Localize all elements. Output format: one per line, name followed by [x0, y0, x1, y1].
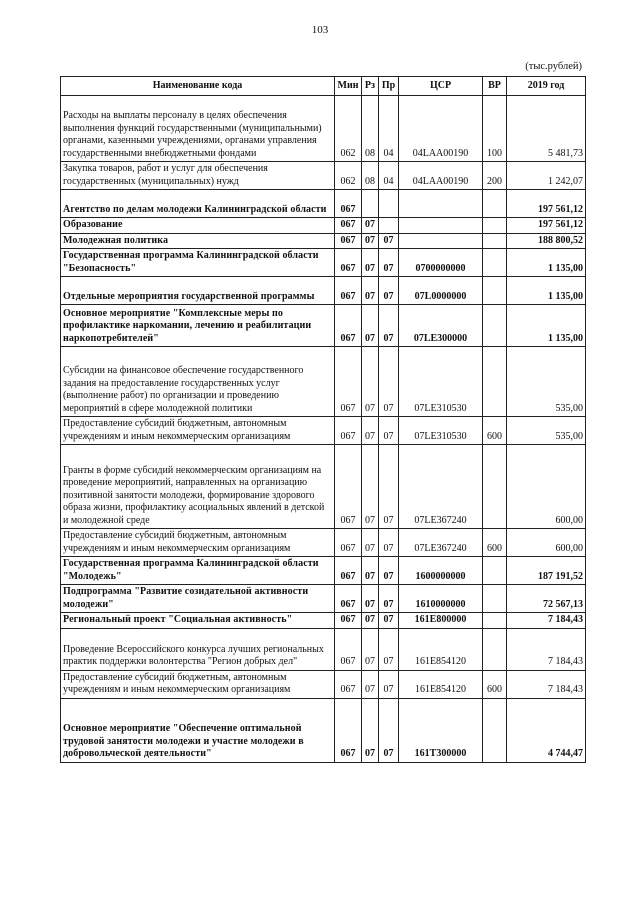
cell-csr: 07LE310530	[399, 417, 483, 445]
cell-amount: 600,00	[507, 445, 586, 529]
cell-rz: 07	[362, 218, 379, 234]
cell-amount: 187 191,52	[507, 557, 586, 585]
cell-name: Предоставление субсидий бюджетным, автономным учреждениям и иным некоммерческим организациям	[61, 670, 335, 698]
cell-amount: 5 481,73	[507, 96, 586, 162]
cell-name: Государственная программа Калининградской области "Безопасность"	[61, 249, 335, 277]
cell-amount: 7 184,43	[507, 628, 586, 670]
cell-vr: 600	[483, 529, 507, 557]
cell-min: 067	[335, 190, 362, 218]
cell-vr	[483, 249, 507, 277]
cell-pr: 07	[379, 529, 399, 557]
table-row	[61, 698, 586, 762]
table-row	[61, 218, 586, 234]
cell-name: Региональный проект "Социальная активность"	[61, 613, 335, 629]
cell-amount: 1 135,00	[507, 277, 586, 305]
table-row	[61, 557, 586, 585]
cell-pr	[379, 218, 399, 234]
cell-min: 062	[335, 96, 362, 162]
cell-vr	[483, 305, 507, 347]
cell-pr: 07	[379, 249, 399, 277]
cell-rz: 07	[362, 628, 379, 670]
cell-name: Образование	[61, 218, 335, 234]
cell-name: Расходы на выплаты персоналу в целях обеспечения выполнения функций государственными (муниципальными) органами, казенными учреждениями, органами управления государственными внебюджетными фондами	[61, 96, 335, 162]
budget-table	[60, 76, 586, 763]
table-row	[61, 190, 586, 218]
cell-csr: 04LAA00190	[399, 96, 483, 162]
table-row	[61, 249, 586, 277]
cell-min: 067	[335, 233, 362, 249]
header-vr: ВР	[483, 77, 507, 96]
cell-min: 067	[335, 557, 362, 585]
header-csr: ЦСР	[399, 77, 483, 96]
cell-csr: 161E854120	[399, 628, 483, 670]
cell-pr: 07	[379, 628, 399, 670]
cell-rz: 08	[362, 162, 379, 190]
header-year: 2019 год	[507, 77, 586, 96]
cell-min: 067	[335, 670, 362, 698]
table-row	[61, 529, 586, 557]
cell-amount: 7 184,43	[507, 670, 586, 698]
cell-pr: 04	[379, 96, 399, 162]
cell-name: Основное мероприятие "Комплексные меры по профилактике наркомании, лечению и реабилитации наркопотребителей"	[61, 305, 335, 347]
cell-vr	[483, 347, 507, 417]
cell-pr: 07	[379, 305, 399, 347]
cell-rz	[362, 190, 379, 218]
cell-name: Подпрограмма "Развитие созидательной активности молодежи"	[61, 585, 335, 613]
cell-vr	[483, 218, 507, 234]
table-row	[61, 347, 586, 417]
cell-vr: 600	[483, 670, 507, 698]
cell-vr	[483, 613, 507, 629]
cell-min: 067	[335, 698, 362, 762]
cell-amount: 535,00	[507, 417, 586, 445]
cell-csr: 1610000000	[399, 585, 483, 613]
table-header-row	[61, 77, 586, 96]
cell-csr: 1600000000	[399, 557, 483, 585]
units-label: (тыс.рублей)	[525, 61, 582, 72]
cell-pr	[379, 190, 399, 218]
cell-name: Гранты в форме субсидий некоммерческим организациям на проведение мероприятий, направленных на организацию позитивной занятости молодежи, формирование здорового образа жизни, профилактику асоциальных явлений в детской и молодежной среде	[61, 445, 335, 529]
cell-csr: 07LE367240	[399, 529, 483, 557]
header-name: Наименование кода	[61, 77, 335, 96]
cell-name: Агентство по делам молодежи Калининградской области	[61, 190, 335, 218]
cell-vr	[483, 585, 507, 613]
cell-pr: 07	[379, 347, 399, 417]
cell-rz: 07	[362, 670, 379, 698]
cell-pr: 07	[379, 585, 399, 613]
cell-pr: 07	[379, 613, 399, 629]
cell-name: Закупка товаров, работ и услуг для обеспечения государственных (муниципальных) нужд	[61, 162, 335, 190]
header-rz: Рз	[362, 77, 379, 96]
table-row	[61, 585, 586, 613]
cell-min: 067	[335, 445, 362, 529]
cell-csr: 161E854120	[399, 670, 483, 698]
cell-min: 067	[335, 628, 362, 670]
cell-min: 067	[335, 417, 362, 445]
cell-csr	[399, 233, 483, 249]
cell-pr: 07	[379, 557, 399, 585]
cell-amount: 600,00	[507, 529, 586, 557]
header-min: Мин	[335, 77, 362, 96]
cell-vr	[483, 698, 507, 762]
cell-vr: 600	[483, 417, 507, 445]
cell-rz: 08	[362, 96, 379, 162]
cell-amount: 1 242,07	[507, 162, 586, 190]
cell-name: Предоставление субсидий бюджетным, автономным учреждениям и иным некоммерческим организациям	[61, 529, 335, 557]
cell-amount: 197 561,12	[507, 218, 586, 234]
cell-rz: 07	[362, 233, 379, 249]
cell-name: Основное мероприятие "Обеспечение оптимальной трудовой занятости молодежи и участие молодежи в добровольческой деятельности"	[61, 698, 335, 762]
cell-min: 067	[335, 218, 362, 234]
cell-pr: 07	[379, 445, 399, 529]
cell-vr: 200	[483, 162, 507, 190]
cell-rz: 07	[362, 305, 379, 347]
cell-vr	[483, 557, 507, 585]
table-row	[61, 628, 586, 670]
table-row	[61, 305, 586, 347]
cell-rz: 07	[362, 529, 379, 557]
cell-csr: 0700000000	[399, 249, 483, 277]
cell-rz: 07	[362, 585, 379, 613]
cell-amount: 1 135,00	[507, 305, 586, 347]
table-row	[61, 445, 586, 529]
cell-amount: 535,00	[507, 347, 586, 417]
cell-vr	[483, 277, 507, 305]
cell-name: Проведение Всероссийского конкурса лучших региональных практик поддержки волонтерства "Регион добрых дел"	[61, 628, 335, 670]
cell-rz: 07	[362, 249, 379, 277]
cell-csr	[399, 218, 483, 234]
table-row	[61, 233, 586, 249]
cell-vr	[483, 628, 507, 670]
cell-min: 067	[335, 347, 362, 417]
cell-name: Субсидии на финансовое обеспечение государственного задания на предоставление государственных услуг (выполнение работ) по организации и проведению мероприятий в сфере молодежной политики	[61, 347, 335, 417]
cell-vr	[483, 445, 507, 529]
cell-csr: 161E800000	[399, 613, 483, 629]
cell-min: 067	[335, 613, 362, 629]
cell-csr: 07L0000000	[399, 277, 483, 305]
cell-min: 067	[335, 529, 362, 557]
page-number: 103	[311, 24, 329, 36]
cell-min: 067	[335, 585, 362, 613]
cell-min: 062	[335, 162, 362, 190]
cell-vr	[483, 190, 507, 218]
cell-name: Государственная программа Калининградской области "Молодежь"	[61, 557, 335, 585]
cell-csr	[399, 190, 483, 218]
cell-rz: 07	[362, 445, 379, 529]
cell-amount: 1 135,00	[507, 249, 586, 277]
cell-csr: 07LE310530	[399, 347, 483, 417]
cell-amount: 188 800,52	[507, 233, 586, 249]
table-row	[61, 96, 586, 162]
cell-name: Отдельные мероприятия государственной программы	[61, 277, 335, 305]
cell-rz: 07	[362, 698, 379, 762]
cell-pr: 04	[379, 162, 399, 190]
cell-rz: 07	[362, 613, 379, 629]
cell-csr: 07LE300000	[399, 305, 483, 347]
table-row	[61, 277, 586, 305]
cell-pr: 07	[379, 417, 399, 445]
header-pr: Пр	[379, 77, 399, 96]
cell-vr: 100	[483, 96, 507, 162]
cell-min: 067	[335, 249, 362, 277]
cell-csr: 04LAA00190	[399, 162, 483, 190]
cell-amount: 197 561,12	[507, 190, 586, 218]
cell-rz: 07	[362, 557, 379, 585]
table-row	[61, 670, 586, 698]
cell-csr: 161Т300000	[399, 698, 483, 762]
cell-rz: 07	[362, 347, 379, 417]
cell-amount: 4 744,47	[507, 698, 586, 762]
cell-vr	[483, 233, 507, 249]
cell-csr: 07LE367240	[399, 445, 483, 529]
cell-name: Предоставление субсидий бюджетным, автономным учреждениям и иным некоммерческим организациям	[61, 417, 335, 445]
table-row	[61, 162, 586, 190]
cell-name: Молодежная политика	[61, 233, 335, 249]
cell-amount: 72 567,13	[507, 585, 586, 613]
cell-pr: 07	[379, 277, 399, 305]
cell-rz: 07	[362, 417, 379, 445]
cell-pr: 07	[379, 698, 399, 762]
cell-rz: 07	[362, 277, 379, 305]
table-row	[61, 613, 586, 629]
cell-amount: 7 184,43	[507, 613, 586, 629]
cell-pr: 07	[379, 233, 399, 249]
cell-min: 067	[335, 305, 362, 347]
table-row	[61, 417, 586, 445]
cell-pr: 07	[379, 670, 399, 698]
cell-min: 067	[335, 277, 362, 305]
